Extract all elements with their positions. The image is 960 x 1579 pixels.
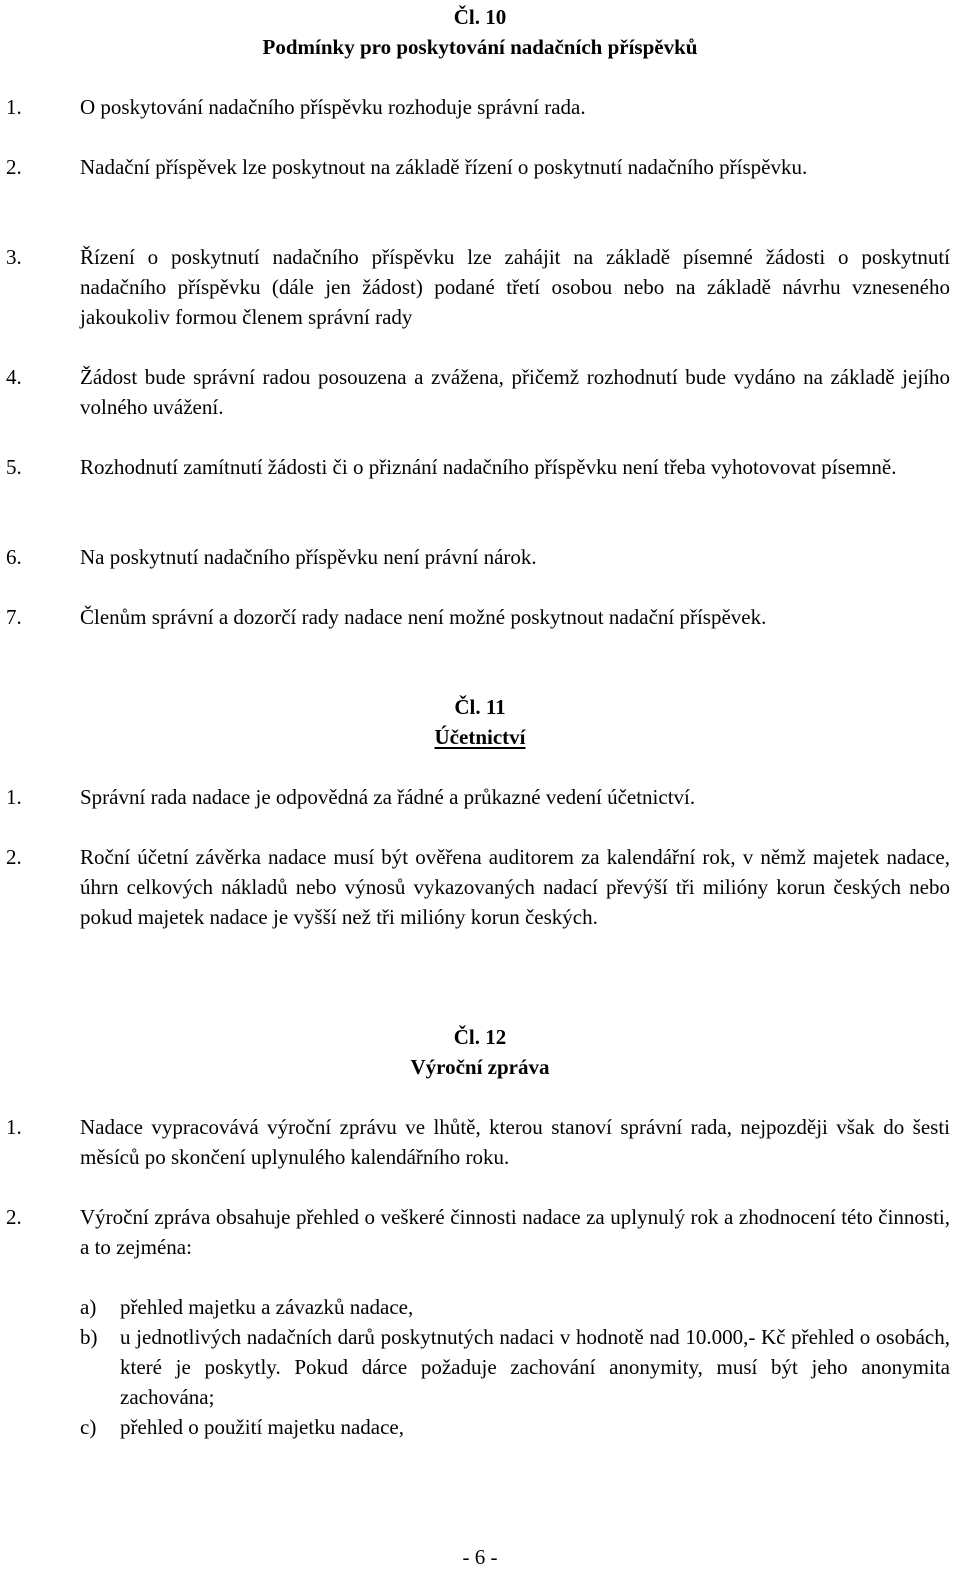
item-text: Rozhodnutí zamítnutí žádosti či o přiznání nadačního příspěvku není třeba vyhotovovat písemně.	[80, 455, 897, 479]
item-text: Řízení o poskytnutí nadačního příspěvku lze zahájit na základě písemné žádosti o poskytnutí nadačního příspěvku (dále jen žádost) podané třetí osobou nebo na základě návrhu vzneseného jakoukoliv formou členem správní rady	[80, 245, 950, 329]
section-title: Výroční zpráva	[410, 1055, 550, 1079]
item-text: Roční účetní závěrka nadace musí být ověřena auditorem za kalendářní rok, v němž majetek nadace, úhrn celkových nákladů nebo výnosů vykazovaných nadací převýší tři milióny korun českých nebo pokud majetek nadace je vyšší než tři milióny korun českých.	[80, 845, 950, 929]
item-text: Správní rada nadace je odpovědná za řádné a průkazné vedení účetnictví.	[80, 785, 696, 809]
section-12-heading	[0, 1022, 960, 1082]
section-number: Čl. 12	[453, 1025, 507, 1049]
page-number: - 6 -	[462, 1545, 498, 1569]
section-10-heading	[0, 2, 960, 62]
sub-item-label: c)	[80, 1415, 97, 1439]
sub-item-text: přehled o použití majetku nadace,	[120, 1415, 404, 1439]
item-number: 7.	[6, 605, 22, 629]
section-11-heading	[0, 692, 960, 752]
item-number: 3.	[6, 245, 22, 269]
item-text: Žádost bude správní radou posouzena a zvážena, přičemž rozhodnutí bude vydáno na základě jejího volného uvážení.	[80, 365, 950, 419]
item-number: 2.	[6, 845, 22, 869]
sub-item-text: u jednotlivých nadačních darů poskytnutých nadaci v hodnotě nad 10.000,- Kč přehled o osobách, které je poskytly. Pokud dárce požaduje zachování anonymity, musí být jeho anonymita zachována;	[120, 1325, 950, 1409]
section-number: Čl. 10	[453, 5, 507, 29]
item-text: Nadace vypracovává výroční zprávu ve lhůtě, kterou stanoví správní rada, nejpozději však do šesti měsíců po skončení uplynulého kalendářního roku.	[80, 1115, 950, 1169]
item-text: Na poskytnutí nadačního příspěvku není právní nárok.	[80, 545, 537, 569]
section-title: Účetnictví	[434, 725, 526, 749]
item-number: 1.	[6, 95, 22, 119]
item-number: 6.	[6, 545, 22, 569]
item-text: Členům správní a dozorčí rady nadace není možné poskytnout nadační příspěvek.	[80, 605, 767, 629]
sub-item-label: b)	[80, 1325, 98, 1349]
item-number: 5.	[6, 455, 22, 479]
item-number: 2.	[6, 1205, 22, 1229]
item-text: Nadační příspěvek lze poskytnout na základě řízení o poskytnutí nadačního příspěvku.	[80, 155, 808, 179]
section-number: Čl. 11	[454, 695, 506, 719]
sub-item-label: a)	[80, 1295, 97, 1319]
section-title: Podmínky pro poskytování nadačních příspěvků	[262, 35, 698, 59]
item-text: Výroční zpráva obsahuje přehled o veškeré činnosti nadace za uplynulý rok a zhodnocení této činnosti, a to zejména:	[80, 1205, 950, 1259]
item-number: 2.	[6, 155, 22, 179]
item-number: 1.	[6, 785, 22, 809]
item-number: 4.	[6, 365, 22, 389]
item-number: 1.	[6, 1115, 22, 1139]
sub-item-text: přehled majetku a závazků nadace,	[120, 1295, 414, 1319]
item-text: O poskytování nadačního příspěvku rozhoduje správní rada.	[80, 95, 586, 119]
